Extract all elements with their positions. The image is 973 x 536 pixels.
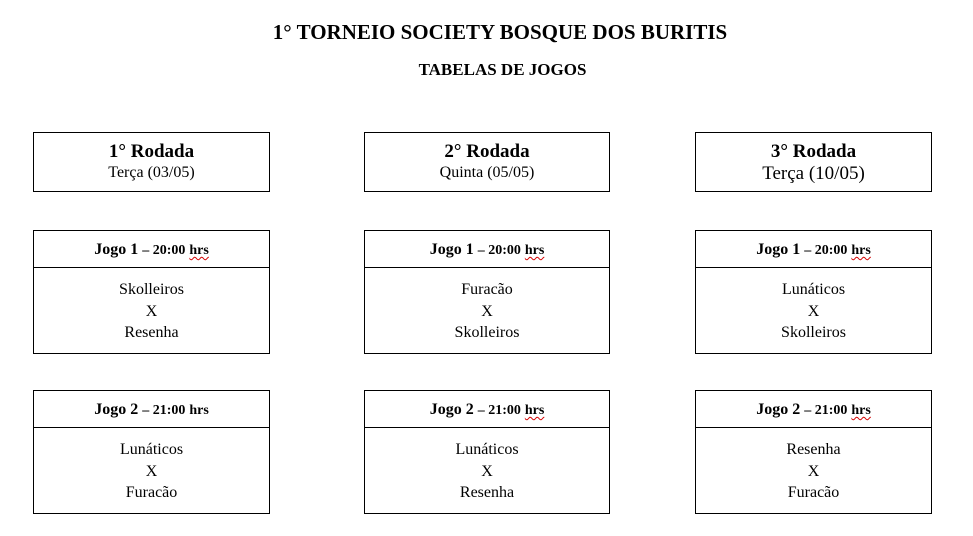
away-team: Skolleiros — [454, 324, 520, 341]
home-team: Skolleiros — [119, 281, 184, 298]
match-teams — [34, 268, 269, 344]
game-time-unit: hrs — [189, 403, 209, 418]
game-header — [34, 231, 269, 268]
versus-mark: X — [145, 462, 158, 480]
round-2-header — [364, 132, 610, 192]
round-1-game-2 — [33, 390, 270, 514]
game-time-unit: hrs — [524, 243, 545, 258]
round-3-name: 3° Rodada — [770, 141, 857, 162]
game-label: Jogo 2 — [94, 401, 139, 418]
page-subtitle: TABELAS DE JOGOS — [418, 60, 587, 79]
match-teams — [696, 268, 931, 344]
versus-mark: X — [807, 462, 820, 480]
home-team: Furacão — [461, 281, 513, 298]
round-2-game-2 — [364, 390, 610, 514]
game-header — [696, 391, 931, 428]
away-team: Resenha — [459, 484, 515, 501]
round-3-header — [695, 132, 932, 192]
round-3-date: Terça (10/05) — [762, 163, 865, 184]
round-1-date: Terça (03/05) — [108, 164, 195, 181]
away-team: Skolleiros — [781, 324, 846, 341]
game-time: – 21:00 — [477, 403, 521, 418]
versus-mark: X — [145, 302, 158, 320]
home-team: Lunáticos — [455, 441, 519, 458]
home-team: Resenha — [786, 441, 841, 458]
round-2-name: 2° Rodada — [444, 141, 530, 162]
game-time-unit: hrs — [851, 403, 871, 418]
game-time: – 21:00 — [804, 403, 848, 418]
game-label: Jogo 1 — [94, 241, 139, 258]
game-label: Jogo 1 — [756, 241, 801, 258]
match-teams — [365, 268, 609, 344]
round-1-name: 1° Rodada — [108, 141, 195, 162]
game-time-unit: hrs — [189, 243, 209, 258]
game-time: – 20:00 — [477, 243, 521, 258]
round-3-game-1 — [695, 230, 932, 354]
game-label: Jogo 2 — [429, 401, 474, 418]
versus-mark: X — [481, 302, 493, 320]
round-1-game-1 — [33, 230, 270, 354]
game-time: – 20:00 — [142, 243, 186, 258]
game-label: Jogo 2 — [756, 401, 801, 418]
game-header — [34, 391, 269, 428]
page-title: 1° TORNEIO SOCIETY BOSQUE DOS BURITIS — [272, 20, 728, 44]
away-team: Resenha — [124, 324, 179, 341]
round-3-game-2 — [695, 390, 932, 514]
home-team: Lunáticos — [781, 281, 846, 298]
versus-mark: X — [807, 302, 820, 320]
home-team: Lunáticos — [119, 441, 184, 458]
round-2-game-1 — [364, 230, 610, 354]
away-team: Furacão — [787, 484, 840, 501]
match-teams — [34, 428, 269, 504]
away-team: Furacão — [125, 484, 178, 501]
match-teams — [365, 428, 609, 504]
game-time: – 20:00 — [804, 243, 848, 258]
game-time-unit: hrs — [851, 243, 871, 258]
versus-mark: X — [481, 462, 493, 480]
match-teams — [696, 428, 931, 504]
game-header — [365, 391, 609, 428]
game-header — [365, 231, 609, 268]
game-label: Jogo 1 — [429, 241, 474, 258]
round-1-header — [33, 132, 270, 192]
game-time: – 21:00 — [142, 403, 186, 418]
round-2-date: Quinta (05/05) — [439, 164, 535, 181]
game-time-unit: hrs — [524, 403, 545, 418]
game-header — [696, 231, 931, 268]
